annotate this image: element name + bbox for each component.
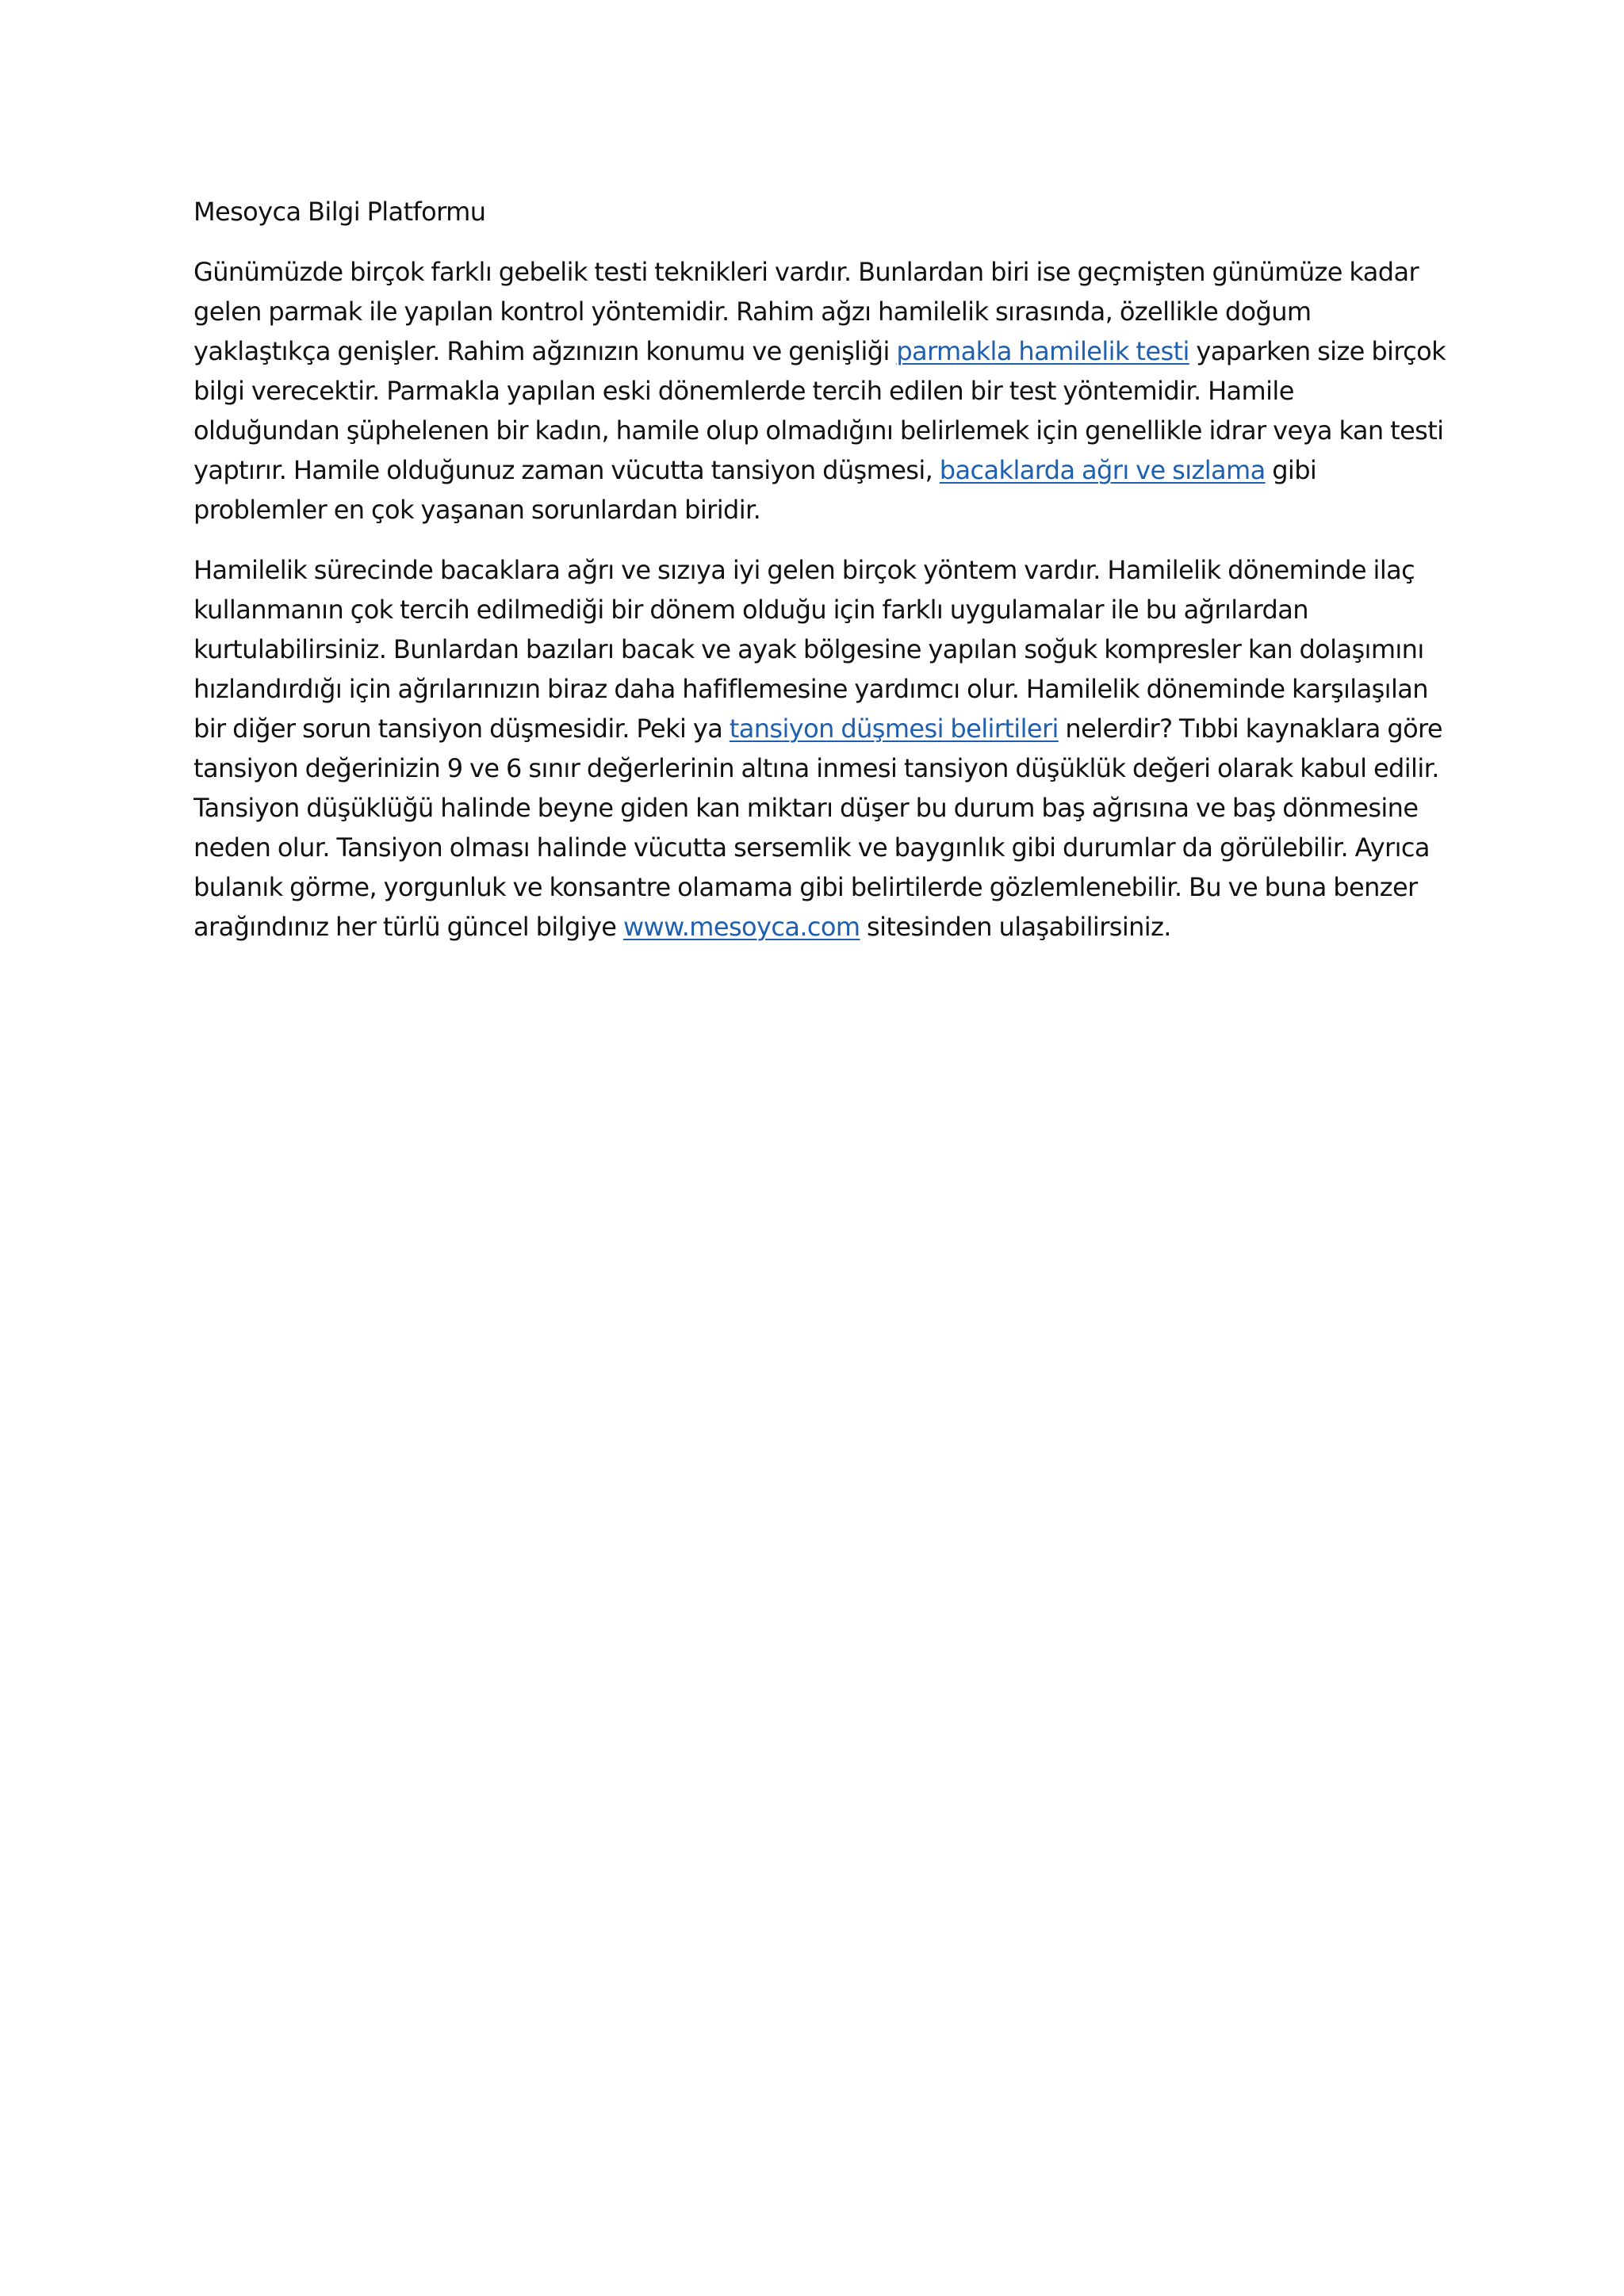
link-parmakla-hamilelik-testi[interactable]: parmakla hamilelik testi	[896, 336, 1189, 366]
paragraph-2-text-1: Hamilelik sürecinde bacaklara ağrı ve sızıya iyi gelen birçok yöntem vardır. Hamilelik döneminde ilaç kullanmanın çok tercih edilmediği bir dönem olduğu için farklı uygulamalar ile bu ağrılardan kurtulabilirsiniz. Bunlardan bazıları bacak ve ayak bölgesine yapılan soğuk kompresler kan dolaşımını hızlandırdığı için ağrılarınızın biraz daha hafiflemesine yardımcı olur. Hamilelik döneminde karşılaşılan bir diğer sorun tansiyon düşmesidir. Peki ya	[193, 555, 1428, 744]
paragraph-2-text-3: sitesinden ulaşabilirsiniz.	[860, 912, 1171, 942]
paragraph-1-text-3: gibi problemler en çok yaşanan sorunlardan biridir.	[193, 455, 1317, 525]
paragraph-1	[193, 252, 1446, 530]
link-mesoyca-website[interactable]: www.mesoyca.com	[622, 912, 860, 942]
paragraph-1-text-1: Günümüzde birçok farklı gebelik testi teknikleri vardır. Bunlardan biri ise geçmişten günümüze kadar gelen parmak ile yapılan kontrol yöntemidir. Rahim ağzı hamilelik sırasında, özellikle doğum yaklaştıkça genişler. Rahim ağzınızın konumu ve genişliği	[193, 257, 1419, 366]
link-tansiyon-dusmesi-belirtileri[interactable]: tansiyon düşmesi belirtileri	[729, 714, 1059, 744]
link-bacaklarda-agri-ve-sizlama[interactable]: bacaklarda ağrı ve sızlama	[939, 455, 1266, 485]
paragraph-2-text-2: nelerdir? Tıbbi kaynaklara göre tansiyon değerinizin 9 ve 6 sınır değerlerinin altına inmesi tansiyon düşüklük değeri olarak kabul edilir. Tansiyon düşüklüğü halinde beyne giden kan miktarı düşer bu durum baş ağrısına ve baş dönmesine neden olur. Tansiyon olması halinde vücutta sersemlik ve baygınlık gibi durumlar da görülebilir. Ayrıca bulanık görme, yorgunluk ve konsantre olamama gibi belirtilerde gözlemlenebilir. Bu ve buna benzer arağındınız her türlü güncel bilgiye	[193, 714, 1442, 942]
paragraph-1-text-2: yaparken size birçok bilgi verecektir. Parmakla yapılan eski dönemlerde tercih edilen bir test yöntemidir. Hamile olduğundan şüphelenen bir kadın, hamile olup olmadığını belirlemek için genellikle idrar veya kan testi yaptırır. Hamile olduğunuz zaman vücutta tansiyon düşmesi,	[193, 336, 1446, 485]
document-title: Mesoyca Bilgi Platformu	[193, 197, 486, 227]
document-body	[193, 192, 1446, 947]
paragraph-2	[193, 550, 1446, 947]
